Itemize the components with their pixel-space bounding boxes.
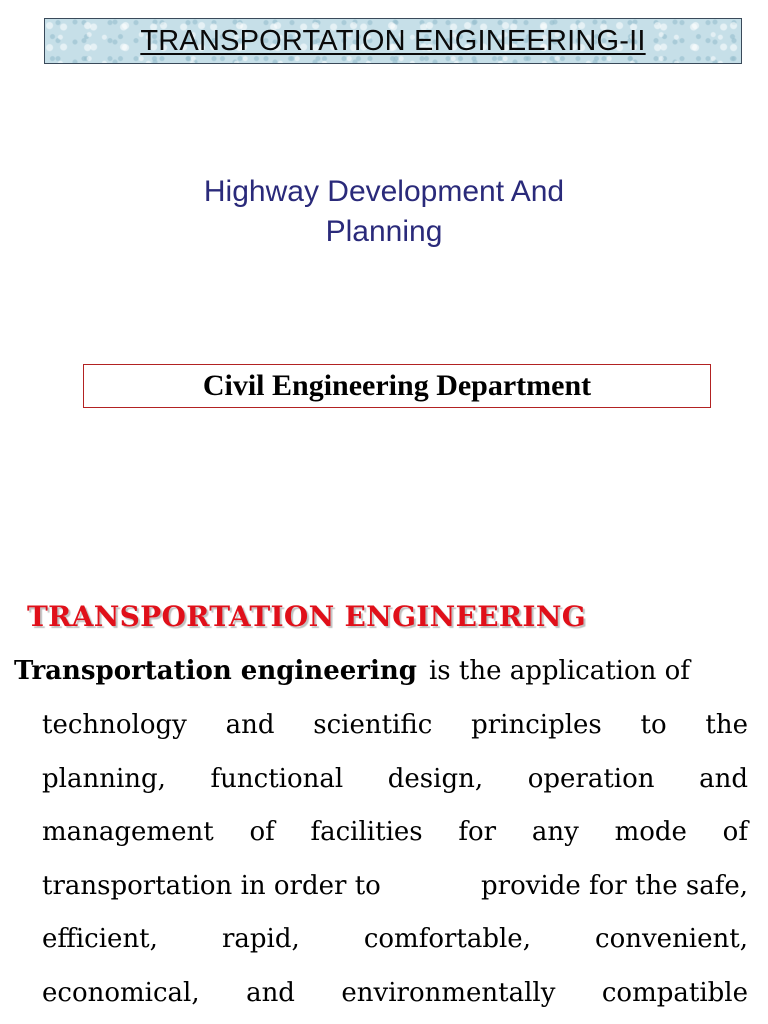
document-title: TRANSPORTATION ENGINEERING-II	[140, 24, 646, 57]
paragraph-line-2	[42, 710, 748, 740]
paragraph-line-7	[42, 978, 748, 1008]
word: convenient,	[595, 924, 748, 954]
word: facilities	[310, 817, 423, 847]
word: and	[699, 764, 748, 794]
department-label: Civil Engineering Department	[202, 369, 592, 402]
phrase: provide for the safe,	[481, 871, 748, 901]
word: principles	[471, 710, 602, 740]
section-heading: TRANSPORTATION ENGINEERING	[27, 600, 586, 633]
paragraph-line-6	[42, 924, 748, 954]
word: technology	[42, 710, 187, 740]
word: of	[722, 817, 748, 847]
word: comfortable,	[363, 924, 531, 954]
word: for	[458, 817, 497, 847]
title-banner	[44, 18, 742, 64]
word: of	[249, 817, 275, 847]
subtitle-line-1: Highway Development And	[203, 175, 565, 208]
paragraph-line-5	[42, 871, 748, 901]
phrase: transportation in order to	[42, 871, 381, 901]
word: management	[42, 817, 214, 847]
word: mode	[614, 817, 687, 847]
paragraph-line-1	[14, 656, 748, 686]
department-box	[83, 364, 711, 408]
word: to	[640, 710, 667, 740]
word: compatible	[601, 978, 748, 1008]
word: rapid,	[221, 924, 300, 954]
word: the	[705, 710, 748, 740]
paragraph-line-4	[42, 817, 748, 847]
subtitle-line-2: Planning	[325, 215, 443, 248]
word: operation	[527, 764, 655, 794]
word: any	[531, 817, 579, 847]
paragraph-line-3	[42, 764, 748, 794]
defined-term: Transportation engineering	[14, 656, 417, 686]
word: economical,	[42, 978, 200, 1008]
word: and	[225, 710, 275, 740]
word: scientific	[313, 710, 433, 740]
subtitle	[0, 172, 768, 252]
word: design,	[387, 764, 484, 794]
word: functional	[210, 764, 344, 794]
paragraph-line-1-rest: is the application of	[428, 656, 690, 686]
word: and	[246, 978, 295, 1008]
word: environmentally	[341, 978, 556, 1008]
word: efficient,	[42, 924, 158, 954]
word: planning,	[42, 764, 166, 794]
